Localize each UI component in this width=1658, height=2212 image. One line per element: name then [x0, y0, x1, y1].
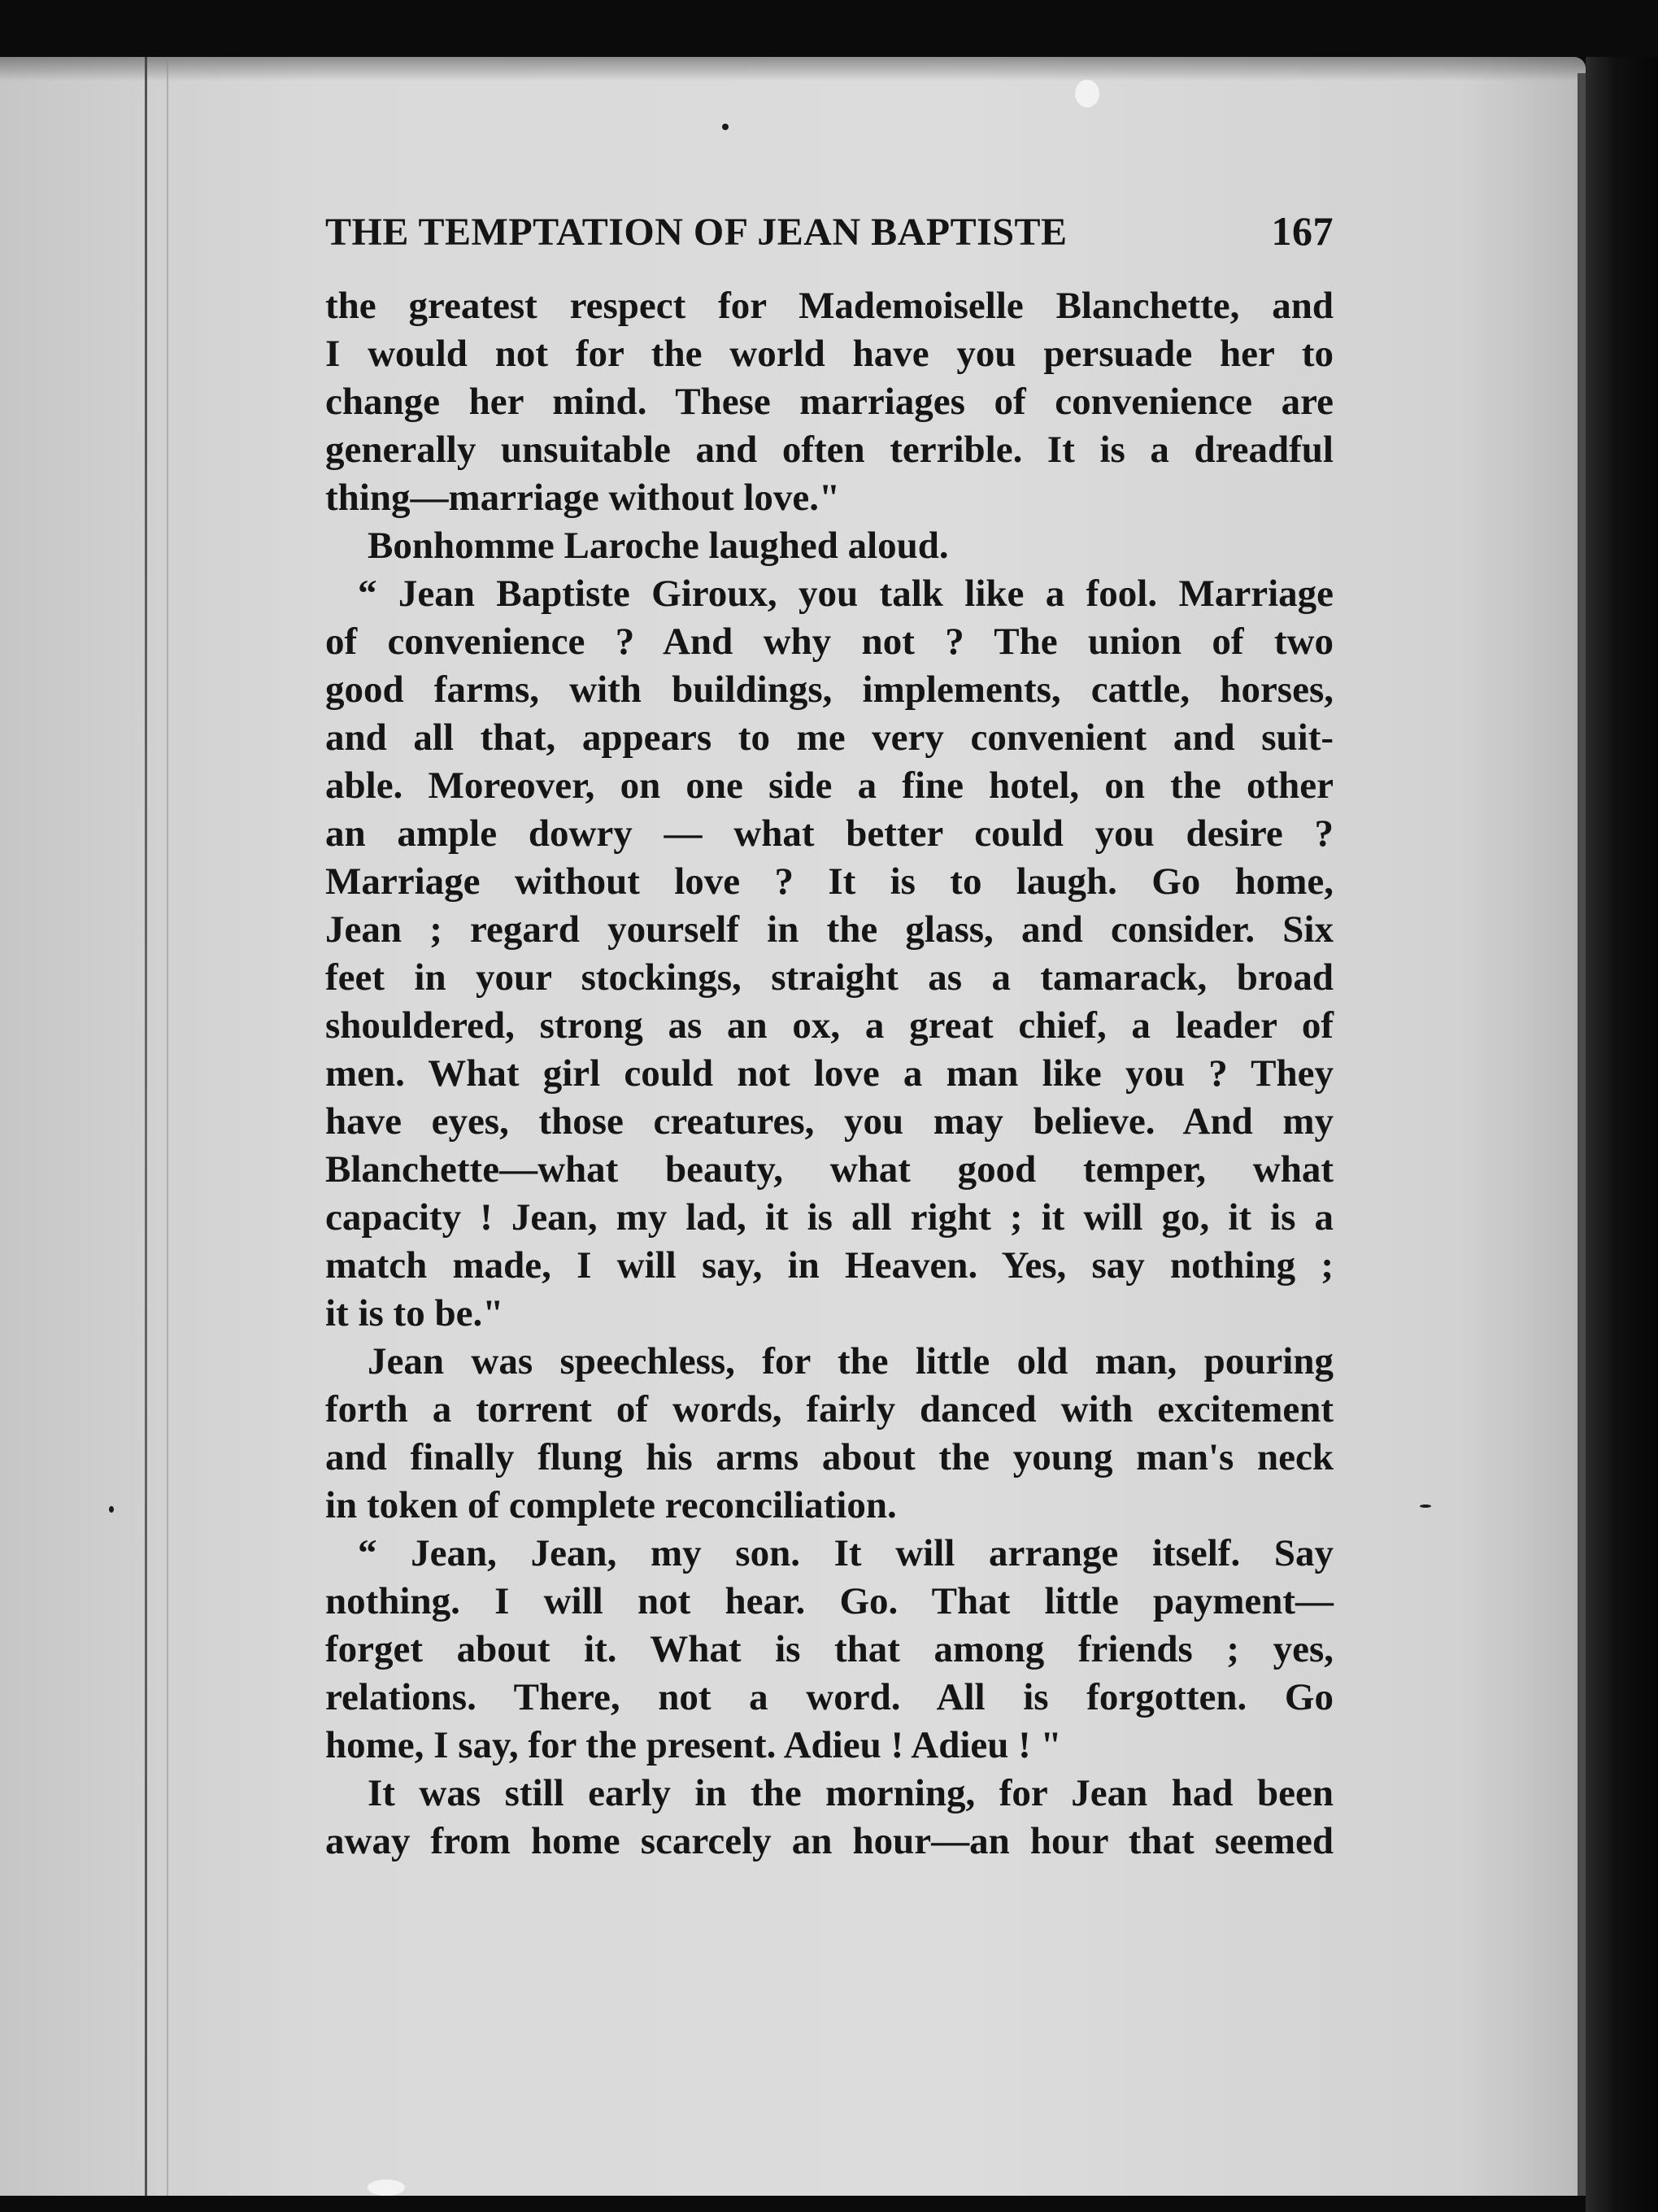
page-fold-line	[145, 57, 147, 2196]
scan-speck	[109, 1506, 114, 1513]
text-line: capacity ! Jean, my lad, it is all right ; it will go, it is a	[325, 1196, 1334, 1239]
text-line: feet in your stockings, straight as a tamarack, broad	[325, 956, 1334, 999]
text-line: change her mind. These marriages of convenience are	[325, 381, 1334, 423]
text-line: an ample dowry — what better could you desire ?	[325, 812, 1334, 855]
book-binding-edge	[1586, 57, 1658, 2212]
text-line: “ Jean, Jean, my son. It will arrange itself. Say	[358, 1532, 1334, 1574]
text-line: Jean ; regard yourself in the glass, and consider. Six	[325, 908, 1334, 951]
text-line: nothing. I will not hear. Go. That little payment—	[325, 1580, 1334, 1622]
text-line: of convenience ? And why not ? The union of two	[325, 620, 1334, 663]
page-top-shadow	[0, 57, 1586, 81]
scan-speck	[1075, 80, 1099, 107]
text-line: Bonhomme Laroche laughed aloud.	[368, 525, 949, 567]
text-line: match made, I will say, in Heaven. Yes, say nothing ;	[325, 1244, 1334, 1287]
text-line: able. Moreover, on one side a fine hotel, on the other	[325, 764, 1334, 807]
text-line: it is to be."	[325, 1292, 504, 1335]
scan-speck	[722, 124, 729, 130]
text-line: Blanchette—what beauty, what good temper, what	[325, 1148, 1334, 1191]
text-line: Marriage without love ? It is to laugh. Go home,	[325, 860, 1334, 903]
text-line: and all that, appears to me very convenient and suit-	[325, 716, 1334, 759]
scan-speck	[368, 2179, 405, 2196]
page-fold-line-secondary	[167, 57, 168, 2196]
running-head-title: THE TEMPTATION OF JEAN BAPTISTE	[325, 211, 1068, 254]
text-line: away from home scarcely an hour—an hour that seemed	[325, 1820, 1334, 1862]
text-line: It was still early in the morning, for Jean had been	[368, 1772, 1334, 1814]
text-line: good farms, with buildings, implements, cattle, horses,	[325, 668, 1334, 711]
page-text	[325, 207, 1334, 1866]
text-line: have eyes, those creatures, you may believe. And my	[325, 1100, 1334, 1143]
text-line: I would not for the world have you persuade her to	[325, 333, 1334, 375]
text-line: the greatest respect for Mademoiselle Blanchette, and	[325, 285, 1334, 327]
page-number: 167	[1271, 208, 1334, 254]
text-line: relations. There, not a word. All is forgotten. Go	[325, 1676, 1334, 1718]
text-line: shouldered, strong as an ox, a great chief, a leader of	[325, 1004, 1334, 1047]
text-line: thing—marriage without love."	[325, 477, 841, 519]
text-line: “ Jean Baptiste Giroux, you talk like a fool. Marriage	[358, 573, 1334, 615]
text-line: forget about it. What is that among friends ; yes,	[325, 1628, 1334, 1670]
text-line: men. What girl could not love a man like you ? They	[325, 1052, 1334, 1095]
text-line: and finally flung his arms about the young man's neck	[325, 1436, 1334, 1478]
running-head	[325, 207, 1334, 282]
text-line: forth a torrent of words, fairly danced with excitement	[325, 1388, 1334, 1430]
text-line: home, I say, for the present. Adieu ! Adieu ! "	[325, 1724, 1062, 1766]
text-line: in token of complete reconciliation.	[325, 1484, 897, 1526]
text-line: Jean was speechless, for the little old man, pouring	[368, 1340, 1334, 1382]
scan-speck	[1420, 1504, 1431, 1508]
text-line: generally unsuitable and often terrible. It is a dreadful	[325, 429, 1334, 471]
